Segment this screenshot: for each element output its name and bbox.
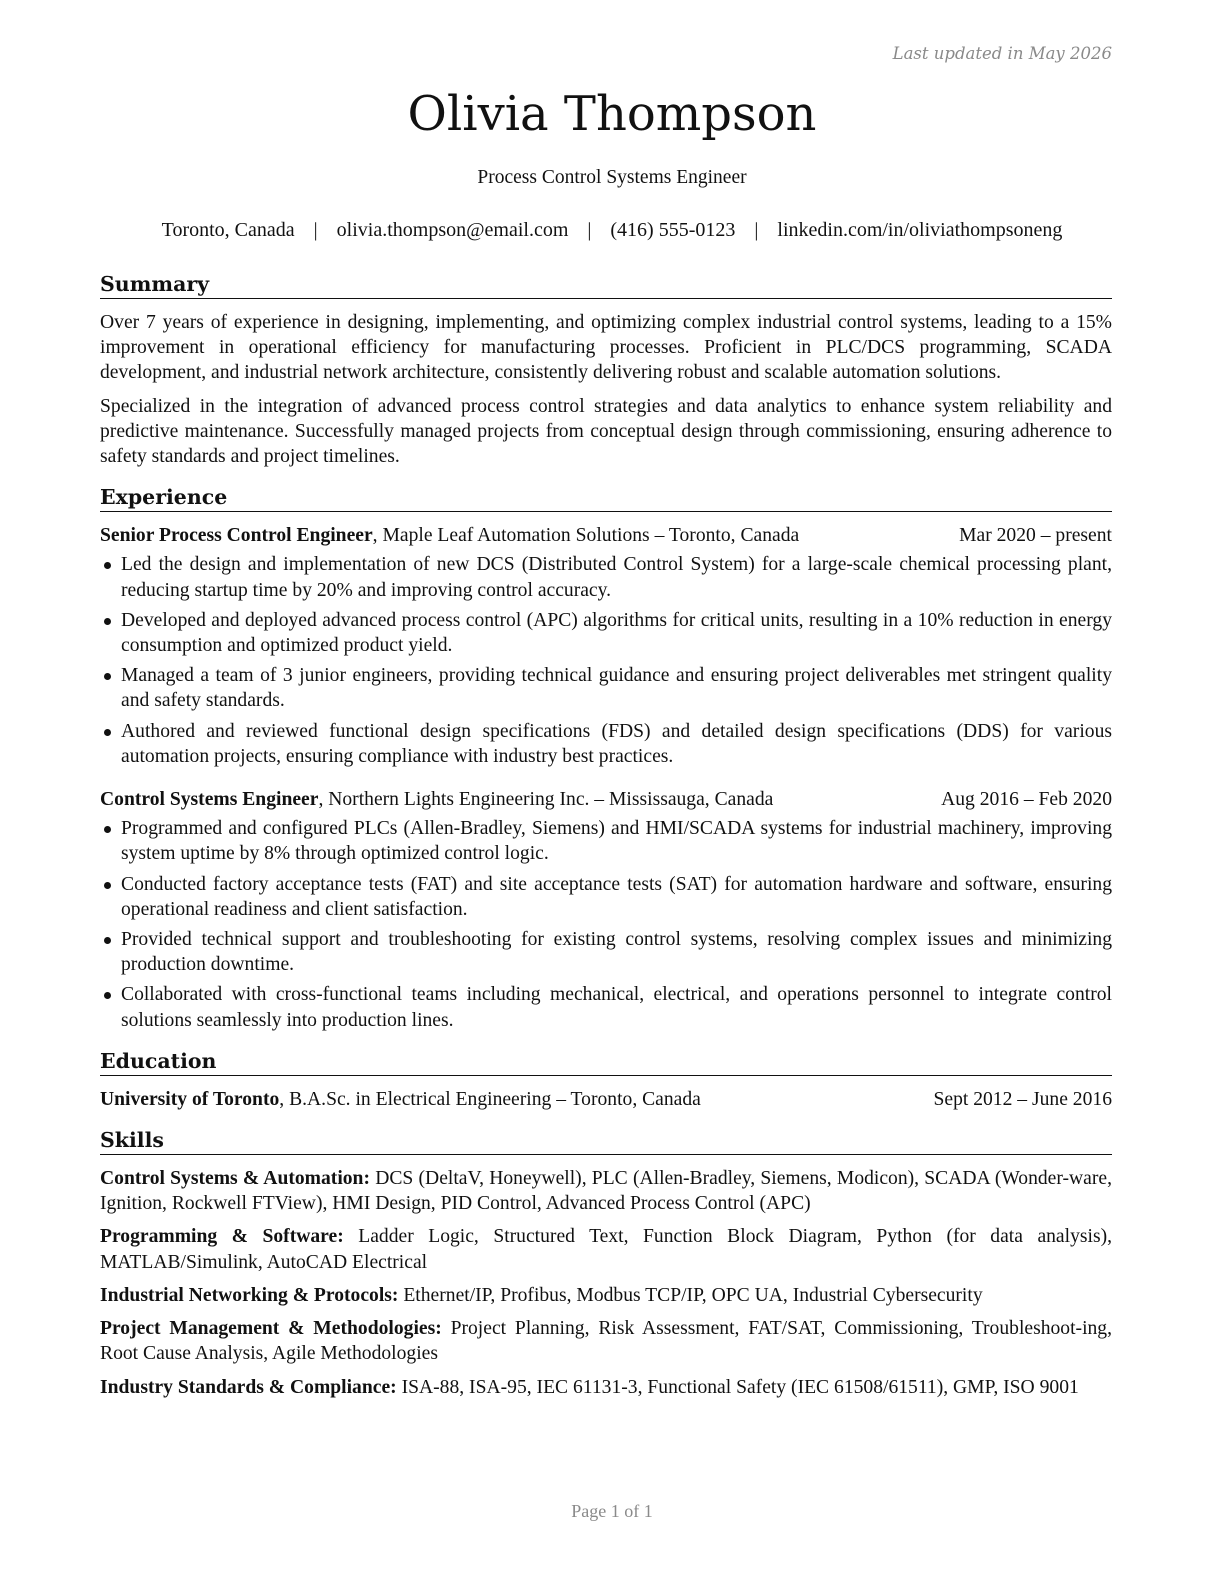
education-dates: Sept 2012 – June 2016 (933, 1088, 1112, 1110)
skill-category: Industrial Networking & Protocols: (100, 1284, 399, 1306)
job-entry (100, 523, 1112, 769)
job-bullet: Conducted factory acceptance tests (FAT) and site acceptance tests (SAT) for automation hardware and software, ensuring operational readiness and client satisfaction. (100, 872, 1112, 922)
skill-values: Ladder Logic, Structured Text, Function Block Diagram, Python (for data analysis), MATLAB/Simulink, AutoCAD Electrical (100, 1226, 1112, 1273)
job-bullet: Collaborated with cross-functional teams including mechanical, electrical, and operations personnel to integrate control solutions seamlessly into production lines. (100, 982, 1112, 1032)
skill-category: Control Systems & Automation: (100, 1168, 370, 1190)
contact-separator: | (587, 219, 592, 241)
job-entry (100, 787, 1112, 1033)
skill-line (100, 1166, 1112, 1216)
skill-values: ISA-88, ISA-95, IEC 61131-3, Functional Safety (IEC 61508/61511), GMP, ISO 9001 (396, 1376, 1079, 1398)
skill-category: Industry Standards & Compliance: (100, 1376, 397, 1398)
contact-separator: | (754, 219, 759, 241)
skill-category: Project Management & Methodologies: (100, 1318, 442, 1340)
summary-paragraph: Specialized in the integration of advanced process control strategies and data analytics to enhance system reliability and predictive maintenance. Successfully managed projects from conceptual design through commissioning, ensuring adherence to safety standards and project timelines. (100, 395, 1112, 468)
section-heading-summary: Summary (100, 270, 1112, 299)
job-title-line (100, 787, 773, 812)
skill-values: Project Planning, Risk Assessment, FAT/SAT, Commissioning, Troubleshoot-ing, Root Cause Analysis, Agile Methodologies (100, 1318, 1113, 1365)
job-dates: Aug 2016 – Feb 2020 (941, 789, 1112, 811)
job-role: Control Systems Engineer (100, 789, 319, 811)
section-heading-skills: Skills (100, 1126, 1112, 1155)
skill-values: Ethernet/IP, Profibus, Modbus TCP/IP, OPC UA, Industrial Cybersecurity (398, 1284, 983, 1306)
contact-line (0, 219, 1224, 242)
job-bullet: Provided technical support and troubleshooting for existing control systems, resolving complex issues and minimizing production downtime. (100, 927, 1112, 977)
education-entry (100, 1087, 1112, 1112)
candidate-name: Olivia Thompson (407, 86, 817, 142)
job-organization: , Northern Lights Engineering Inc. – Mississauga, Canada (318, 789, 774, 811)
contact-email-link[interactable]: olivia.thompson@email.com (336, 219, 569, 241)
job-role: Senior Process Control Engineer (100, 525, 373, 547)
job-bullet: Programmed and configured PLCs (Allen-Bradley, Siemens) and HMI/SCADA systems for industrial machinery, improving system uptime by 8% through optimized control logic. (100, 816, 1112, 866)
education-title-line (100, 1087, 701, 1112)
section-heading-experience: Experience (100, 483, 1112, 512)
job-bullet: Led the design and implementation of new DCS (Distributed Control System) for a large-scale chemical processing plant, reducing startup time by 20% and improving control accuracy. (100, 552, 1112, 602)
summary-section (100, 270, 1112, 469)
section-heading-education: Education (100, 1047, 1112, 1076)
skill-line (100, 1224, 1112, 1274)
education-degree: , B.A.Sc. in Electrical Engineering – Toronto, Canada (279, 1088, 701, 1110)
skills-section (100, 1126, 1112, 1400)
job-organization: , Maple Leaf Automation Solutions – Toronto, Canada (372, 525, 800, 547)
job-header (100, 787, 1112, 812)
skill-line (100, 1283, 1112, 1308)
last-updated-note: Last updated in May 2026 (892, 44, 1112, 63)
job-header (100, 523, 1112, 548)
job-title-line (100, 523, 799, 548)
contact-phone: (416) 555-0123 (610, 219, 736, 241)
contact-location: Toronto, Canada (161, 219, 295, 241)
job-dates: Mar 2020 – present (959, 525, 1112, 547)
job-bullet: Managed a team of 3 junior engineers, providing technical guidance and ensuring project deliverables met stringent quality and safety standards. (100, 663, 1112, 713)
page-number-footer: Page 1 of 1 (571, 1501, 653, 1521)
education-section (100, 1047, 1112, 1112)
job-bullet-list (100, 552, 1112, 769)
resume-body (100, 270, 1112, 1414)
candidate-headline: Process Control Systems Engineer (477, 167, 747, 188)
contact-linkedin-link[interactable]: linkedin.com/in/oliviathompsoneng (777, 219, 1063, 241)
skill-line (100, 1316, 1112, 1366)
skill-line (100, 1375, 1112, 1400)
job-bullet: Developed and deployed advanced process control (APC) algorithms for critical units, resulting in a 10% reduction in energy consumption and optimized product yield. (100, 608, 1112, 658)
summary-paragraph: Over 7 years of experience in designing, implementing, and optimizing complex industrial control systems, leading to a 15% improvement in operational efficiency for manufacturing processes. Proficient in PLC/DCS programming, SCADA development, and industrial network architecture, consistently delivering robust and scalable automation solutions. (100, 312, 1112, 384)
contact-separator: | (313, 219, 318, 241)
skill-category: Programming & Software: (100, 1226, 344, 1248)
education-school: University of Toronto (100, 1088, 280, 1110)
job-bullet: Authored and reviewed functional design specifications (FDS) and detailed design specifications (DDS) for various automation projects, ensuring compliance with industry best practices. (100, 719, 1112, 769)
skill-values: DCS (DeltaV, Honeywell), PLC (Allen-Bradley, Siemens, Modicon), SCADA (Wonder-ware, Ignition, Rockwell FTView), HMI Design, PID Control, Advanced Process Control (APC) (100, 1168, 1112, 1215)
job-bullet-list (100, 816, 1112, 1033)
experience-section (100, 483, 1112, 1033)
